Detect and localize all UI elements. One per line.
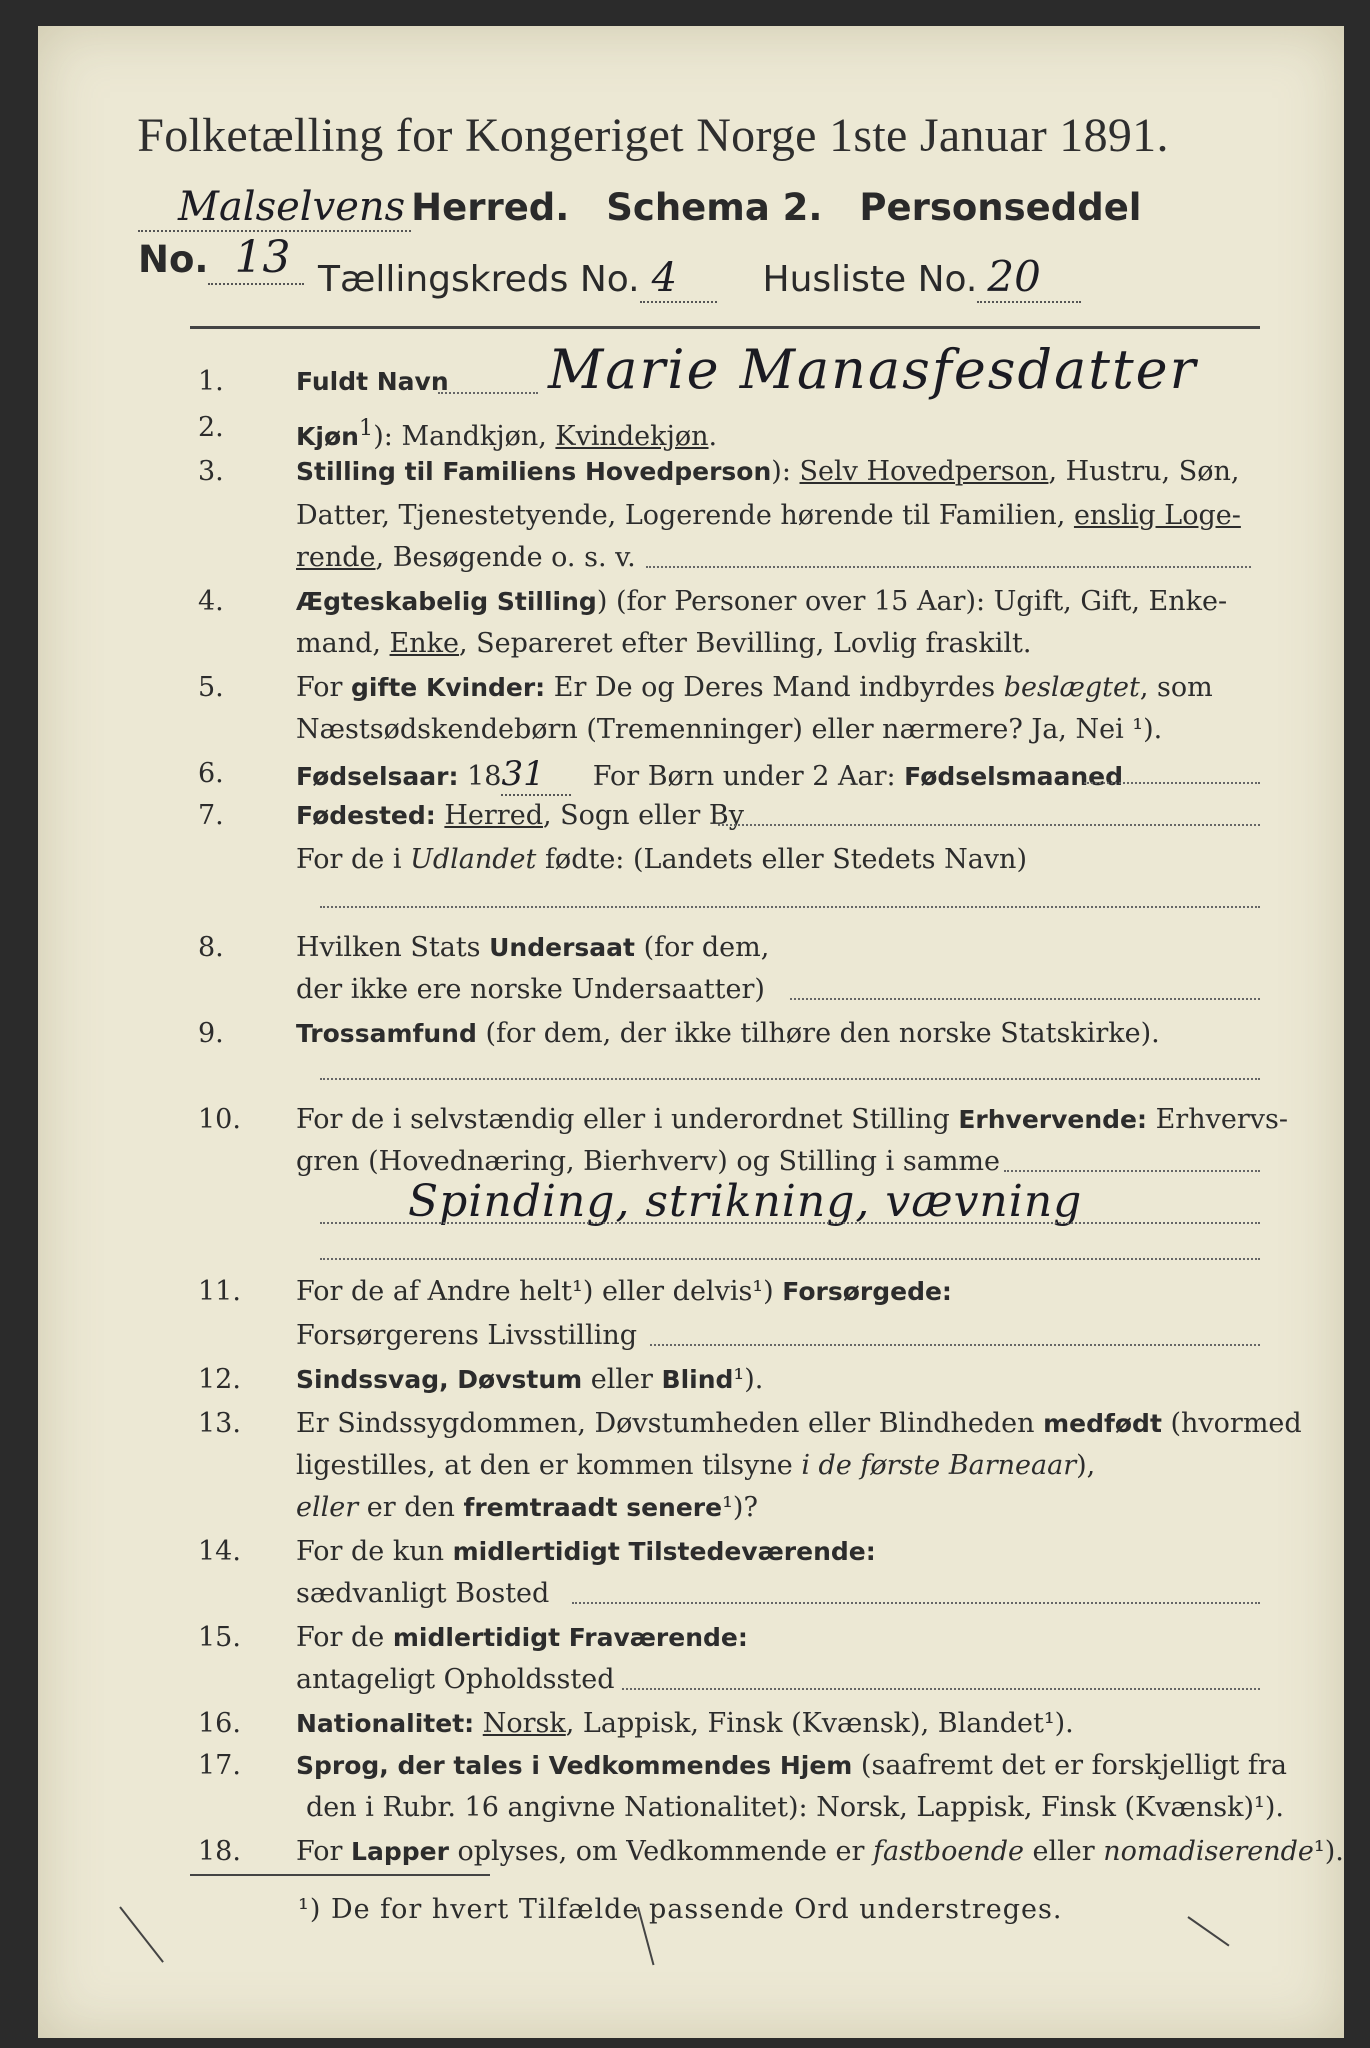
- birth-year-value: 31: [501, 754, 570, 796]
- item-text: For de: [296, 1622, 393, 1653]
- full-name-value: Marie Manasfesdatter: [548, 338, 1198, 401]
- dotted-fill: [320, 1258, 1260, 1260]
- item-text: er den: [358, 1492, 464, 1523]
- item-text: .: [708, 421, 718, 452]
- item-text: , Sogn eller By: [542, 800, 744, 831]
- item-italic: nomadiserende: [1103, 1836, 1314, 1867]
- item-number: 8.: [198, 932, 224, 963]
- item-label: Trossamfund: [296, 1019, 477, 1048]
- personseddel-label: Personseddel No.: [138, 186, 1142, 281]
- item-text: antageligt Opholdssted: [296, 1664, 615, 1695]
- item-number: 14.: [198, 1536, 241, 1567]
- item-text: ): Mandkjøn,: [373, 421, 556, 452]
- dotted-fill: [622, 1688, 1260, 1690]
- kreds-label: Tællingskreds No.: [318, 259, 640, 300]
- item-number: 2.: [198, 412, 224, 443]
- item-text: sædvanligt Bosted: [296, 1578, 550, 1609]
- item-label: Stilling til Familiens Hovedperson: [296, 457, 772, 486]
- item-text: , Lappisk, Finsk (Kvænsk), Blandet¹).: [565, 1708, 1074, 1739]
- item-text: For: [296, 1836, 352, 1867]
- item-text: ) (for Personer over 15 Aar): Ugift, Gift, Enke-: [596, 586, 1228, 617]
- underlined-choice: enslig Loge-: [1073, 500, 1241, 531]
- item-text: For de i selvstændig eller i underordnet Stilling: [296, 1104, 959, 1135]
- item-text: fødte: (Landets eller Stedets Navn): [536, 844, 1027, 875]
- item-label: gifte Kvinder:: [351, 673, 546, 702]
- item-number: 10.: [198, 1104, 241, 1135]
- item-text: Datter, Tjenestetyende, Logerende hørende til Familien,: [296, 500, 1066, 531]
- underlined-choice: Selv Hovedperson: [799, 456, 1049, 487]
- underlined-choice: rende: [296, 542, 376, 573]
- occupation-value: Spinding, strikning, vævning: [408, 1176, 1083, 1227]
- form-title: Folketælling for Kongeriget Norge 1ste Januar 1891.: [137, 109, 1169, 162]
- item-text: For de af Andre helt¹) eller delvis¹): [296, 1276, 783, 1307]
- item-text: (for dem, der ikke tilhøre den norske Statskirke).: [476, 1018, 1160, 1049]
- item-text: , Separeret efter Bevilling, Lovlig fraskilt.: [459, 628, 1032, 659]
- header-line-2: [318, 252, 1218, 303]
- item-label: Kjøn: [296, 422, 359, 451]
- item-number: 16.: [198, 1708, 241, 1739]
- item-label: Lapper: [351, 1837, 449, 1866]
- item-text: (for dem,: [634, 932, 770, 963]
- item-label: Forsørgede:: [782, 1277, 952, 1306]
- dotted-fill: [320, 1222, 1260, 1224]
- item-text: ):: [771, 456, 800, 487]
- dotted-fill: [790, 998, 1260, 1000]
- item-label: Sindssvag, Døvstum: [296, 1365, 583, 1394]
- item-label: Fødselsmaaned: [904, 762, 1124, 791]
- item-label: medfødt: [1043, 1409, 1162, 1438]
- item-text: For Børn under 2 Aar:: [592, 761, 905, 792]
- herred-label: Herred.: [411, 186, 570, 229]
- pen-stroke: [1187, 1916, 1229, 1946]
- item-text: ),: [1076, 1450, 1096, 1481]
- item-italic: Udlandet: [410, 844, 537, 875]
- item-text: ligestilles, at den er kommen tilsyne: [296, 1450, 802, 1481]
- item-text: Hvilken Stats: [296, 932, 490, 963]
- item-number: 11.: [198, 1276, 241, 1307]
- item-number: 6.: [198, 758, 224, 789]
- dotted-fill: [438, 392, 538, 394]
- item-label: midlertidigt Tilstedeværende:: [452, 1537, 876, 1566]
- dotted-fill: [646, 566, 1251, 568]
- underlined-choice: Enke: [389, 628, 459, 659]
- item-text: , Besøgende o. s. v.: [375, 542, 636, 573]
- item-number: 9.: [198, 1018, 224, 1049]
- item-label: Fuldt Navn: [296, 367, 449, 396]
- header-rule: [190, 326, 1260, 329]
- item-label: midlertidigt Fraværende:: [392, 1623, 748, 1652]
- item-label: Nationalitet:: [296, 1709, 475, 1738]
- item-label: Fødested:: [296, 801, 436, 830]
- item-italic: beslægtet: [1003, 672, 1140, 703]
- item-text: oplyses, om Vedkommende er: [448, 1836, 873, 1867]
- item-number: 1.: [198, 366, 224, 397]
- item-number: 15.: [198, 1622, 241, 1653]
- item-text: mand,: [296, 628, 390, 659]
- item-text: ¹).: [733, 1364, 764, 1395]
- dotted-fill: [650, 1344, 1260, 1346]
- item-label: Ægteskabelig Stilling: [296, 587, 597, 616]
- pen-stroke: [119, 1906, 164, 1962]
- dotted-fill: [1004, 1170, 1260, 1172]
- item-text: Er Sindssygdommen, Døvstumheden eller Blindheden: [296, 1408, 1044, 1439]
- item-number: 13.: [198, 1408, 241, 1439]
- item-text: For de i: [296, 844, 411, 875]
- census-form-page: [38, 26, 1344, 2038]
- item-number: 4.: [198, 586, 224, 617]
- dotted-fill: [1084, 782, 1260, 784]
- footnote-mark: 1: [358, 415, 374, 441]
- item-text: ¹).: [1313, 1836, 1344, 1867]
- item-number: 17.: [198, 1750, 241, 1781]
- item-text: Erhvervs-: [1147, 1104, 1288, 1135]
- item-text: Næstsødskendebørn (Tremenninger) eller nærmere? Ja, Nei ¹).: [296, 714, 1163, 745]
- item-text: ¹)?: [722, 1492, 758, 1523]
- item-text: eller: [582, 1364, 662, 1395]
- underlined-choice: Kvindekjøn: [555, 421, 709, 452]
- item-label: fremtraadt senere: [463, 1493, 723, 1522]
- underlined-choice: Herred: [444, 800, 543, 831]
- kreds-value: 4: [640, 255, 717, 303]
- footer-rule: [190, 1874, 490, 1876]
- item-number: 7.: [198, 800, 224, 831]
- item-number: 18.: [198, 1836, 241, 1867]
- item-label: Blind: [661, 1365, 734, 1394]
- item-label: Fødselsaar:: [296, 762, 459, 791]
- dotted-fill: [718, 824, 1260, 826]
- husliste-label: Husliste No.: [762, 259, 978, 300]
- item-label: Undersaat: [489, 933, 635, 962]
- item-text: der ikke ere norske Undersaatter): [296, 974, 765, 1005]
- item-text: gren (Hovednæring, Bierhverv) og Stilling i samme: [296, 1146, 1001, 1177]
- item-number: 5.: [198, 672, 224, 703]
- item-text: , som: [1139, 672, 1213, 703]
- item-text: (hvormed: [1161, 1408, 1302, 1439]
- item-text: (saafremt det er forskjelligt fra: [852, 1750, 1287, 1781]
- item-text: 18: [458, 761, 502, 792]
- footnote: ¹) De for hvert Tilfælde passende Ord understreges.: [298, 1894, 1063, 1925]
- item-number: 3.: [198, 456, 224, 487]
- item-text: For: [296, 672, 352, 703]
- item-italic: i de første Barneaar: [801, 1450, 1077, 1481]
- item-label: Sprog, der tales i Vedkommendes Hjem: [296, 1751, 853, 1780]
- dotted-fill: [320, 1078, 1260, 1080]
- schema-label: Schema 2.: [606, 186, 823, 229]
- herred-value: Malselvens: [138, 184, 411, 232]
- item-text: For de kun: [296, 1536, 453, 1567]
- item-number: 12.: [198, 1364, 241, 1395]
- item-label: Erhvervende:: [958, 1105, 1148, 1134]
- item-text: den i Rubr. 16 angivne Nationalitet): Norsk, Lappisk, Finsk (Kvænsk)¹).: [306, 1792, 1284, 1823]
- dotted-fill: [320, 906, 1260, 908]
- dotted-fill: [572, 1602, 1260, 1604]
- item-text: Er De og Deres Mand indbyrdes: [545, 672, 1004, 703]
- item-italic: eller: [296, 1492, 359, 1523]
- personseddel-value: 13: [208, 232, 304, 285]
- item-text: Forsørgerens Livsstilling: [296, 1320, 638, 1351]
- husliste-value: 20: [977, 252, 1080, 303]
- item-italic: fastboende: [873, 1836, 1024, 1867]
- underlined-choice: Norsk: [482, 1708, 566, 1739]
- item-text: , Hustru, Søn,: [1048, 456, 1240, 487]
- item-text: eller: [1023, 1836, 1104, 1867]
